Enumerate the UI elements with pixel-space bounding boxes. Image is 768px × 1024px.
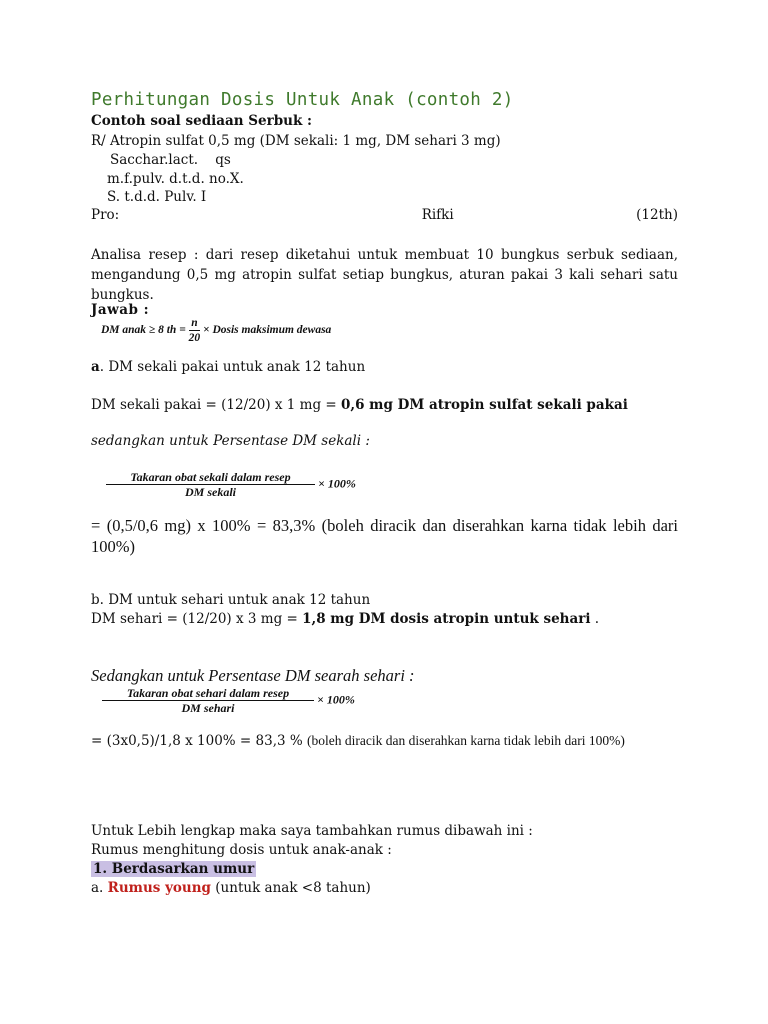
recipe-line-1: R/ Atropin sulfat 0,5 mg (DM sekali: 1 mg, DM sehari 3 mg) xyxy=(91,133,501,149)
formula-sekali-den: DM sekali xyxy=(185,485,236,499)
section-highlight: 1. Berdasarkan umur xyxy=(93,861,255,877)
part-b-result-end: . xyxy=(590,611,600,627)
part-a-calc xyxy=(91,397,628,413)
jawab-label: Jawab : xyxy=(91,302,150,318)
recipe-line-3: m.f.pulv. d.t.d. no.X. xyxy=(107,171,244,187)
subtitle: Contoh soal sediaan Serbuk : xyxy=(91,113,313,129)
part-b-calc xyxy=(91,611,599,627)
formula-fraction xyxy=(189,316,201,345)
analisa-paragraph: Analisa resep : dari resep diketahui untuk membuat 10 bungkus serbuk sediaan, mengandung 0,5 mg atropin sulfat setiap bungkus, aturan pakai 3 kali sehari satu bungkus. xyxy=(91,247,678,303)
part-a-letter: a xyxy=(91,359,100,375)
part-a-persen-label: sedangkan untuk Persentase DM sekali : xyxy=(91,433,370,449)
formula-rhs: × Dosis maksimum dewasa xyxy=(203,324,332,337)
formula-sehari-num: Takaran obat sehari dalam resep xyxy=(102,686,314,701)
formula-sekali-mult: × 100% xyxy=(318,476,356,491)
part-a-calc-text: DM sekali pakai = (12/20) x 1 mg = xyxy=(91,397,341,413)
formula-lhs: DM anak ≥ 8 th = xyxy=(101,324,186,337)
part-b-persen-label: Sedangkan untuk Persentase DM searah sehari : xyxy=(91,666,415,685)
more-line-2: Rumus menghitung dosis untuk anak-anak : xyxy=(91,842,392,858)
recipe-line-4: S. t.d.d. Pulv. I xyxy=(107,189,207,205)
formula-sekali-fraction xyxy=(106,470,315,499)
formula-sehari-den: DM sehari xyxy=(181,701,235,715)
more-line-1: Untuk Lebih lengkap maka saya tambahkan rumus dibawah ini : xyxy=(91,823,533,839)
part-b-calc-text: DM sehari = (12/20) x 3 mg = xyxy=(91,611,303,627)
formula-sehari-mult: × 100% xyxy=(317,692,355,707)
part-b-result: 1,8 mg DM dosis atropin untuk sehari xyxy=(302,611,591,627)
formula-den: 20 xyxy=(188,332,201,344)
formula-persen-sehari xyxy=(102,686,355,715)
formula-dm-anak xyxy=(101,316,331,345)
section-berdasarkan-umur xyxy=(91,861,256,877)
formula-num: n xyxy=(191,317,198,329)
item-suffix: (untuk anak <8 tahun) xyxy=(211,880,371,896)
part-b-calc2-b: (boleh diracik dan diserahkan karna tidak lebih dari 100%) xyxy=(306,733,625,748)
formula-persen-sekali xyxy=(106,470,356,499)
part-a-heading xyxy=(91,359,365,375)
recipe-line-2: Sacchar.lact. qs xyxy=(110,152,231,168)
pro-age: (12th) xyxy=(636,207,678,223)
part-a-calc2: = (0,5/0,6 mg) x 100% = 83,3% (boleh diracik dan diserahkan karna tidak lebih dari 100%) xyxy=(91,516,678,556)
page-title: Perhitungan Dosis Untuk Anak (contoh 2) xyxy=(91,90,514,110)
formula-sekali-num: Takaran obat sekali dalam resep xyxy=(106,470,315,485)
pro-label: Pro: xyxy=(91,207,120,223)
item-rumus-young-name: Rumus young xyxy=(107,880,211,896)
item-prefix: a. xyxy=(91,880,108,896)
item-rumus-young xyxy=(91,880,371,896)
part-b-calc2-a: = (3x0,5)/1,8 x 100% = 83,3 % xyxy=(91,733,307,749)
pro-row xyxy=(91,207,678,223)
part-b-heading: b. DM untuk sehari untuk anak 12 tahun xyxy=(91,592,371,608)
part-a-heading-text: . DM sekali pakai untuk anak 12 tahun xyxy=(99,359,366,375)
pro-name: Rifki xyxy=(421,207,454,223)
part-b-calc2 xyxy=(91,733,625,749)
formula-sehari-fraction xyxy=(102,686,314,715)
part-a-result: 0,6 mg DM atropin sulfat sekali pakai xyxy=(341,397,628,413)
